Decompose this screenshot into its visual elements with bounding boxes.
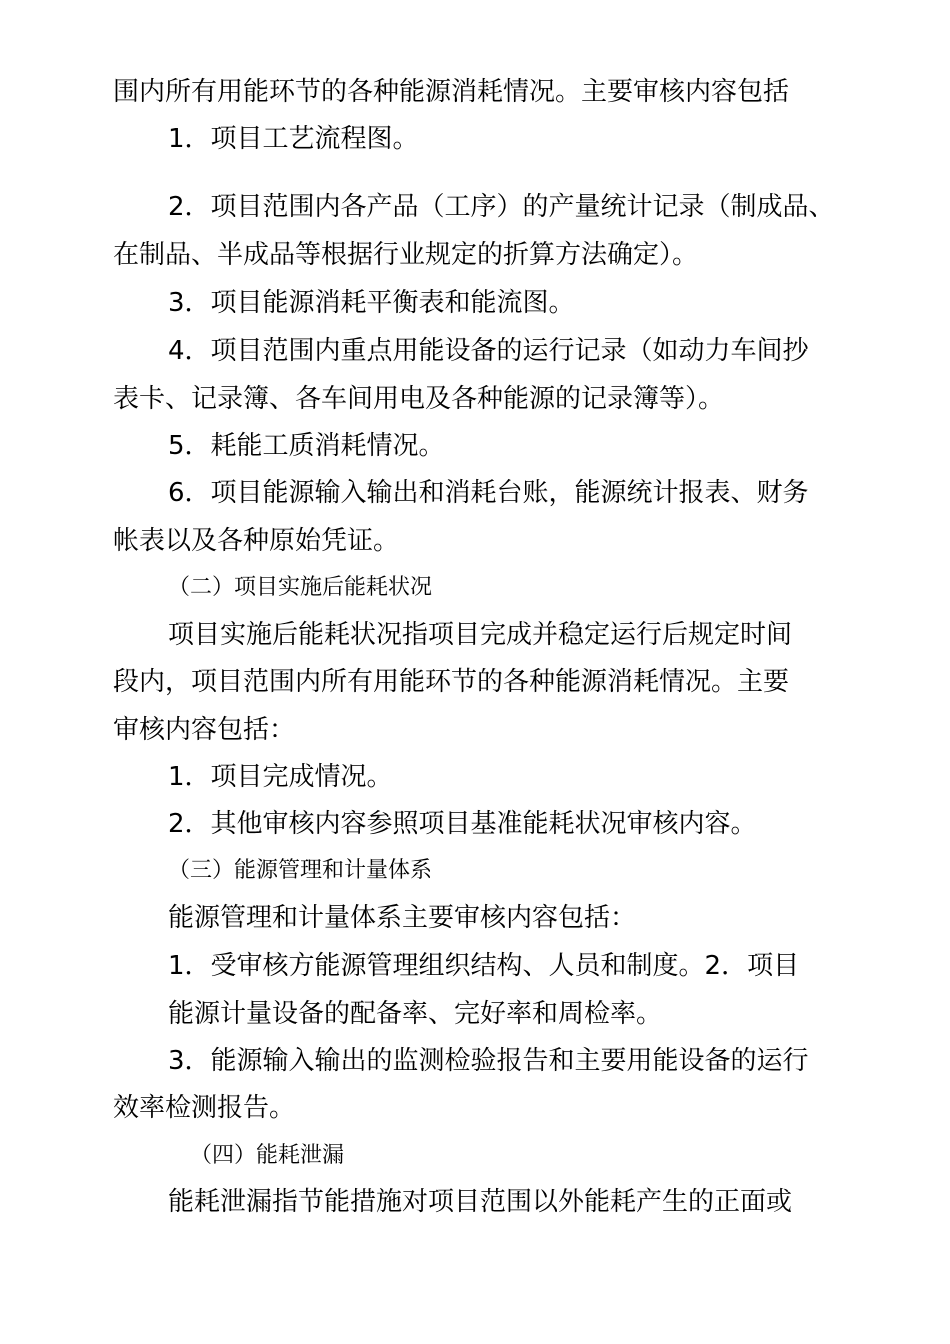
text-line: 能源计量设备的配备率、完好率和周检率。 — [168, 999, 663, 1029]
list-item: 2．其他审核内容参照项目基准能耗状况审核内容。 — [168, 809, 757, 839]
paragraph-line: 能耗泄漏指节能措施对项目范围以外能耗产生的正面或 — [168, 1187, 793, 1217]
text-line: 表卡、记录簿、各车间用电及各种能源的记录簿等）。 — [113, 384, 725, 414]
paragraph-line: 项目实施后能耗状况指项目完成并稳定运行后规定时间 — [168, 620, 793, 650]
list-item: 1．受审核方能源管理组织结构、人员和制度。2．项目 — [168, 951, 800, 981]
text-line: 审核内容包括： — [113, 715, 296, 745]
section-heading: （四）能耗泄漏 — [190, 1143, 345, 1168]
list-item: 2．项目范围内各产品（工序）的产量统计记录（制成品、 — [168, 192, 835, 222]
text-line: 段内，项目范围内所有用能环节的各种能源消耗情况。主要 — [113, 667, 790, 697]
text-line: 围内所有用能环节的各种能源消耗情况。主要审核内容包括 — [113, 77, 790, 107]
paragraph-line: 能源管理和计量体系主要审核内容包括： — [168, 903, 637, 933]
list-item: 1．项目工艺流程图。 — [168, 124, 419, 154]
list-item: 1．项目完成情况。 — [168, 762, 393, 792]
list-item: 6．项目能源输入输出和消耗台账，能源统计报表、财务 — [168, 478, 809, 508]
section-heading: （二）项目实施后能耗状况 — [168, 575, 433, 600]
list-item: 5．耗能工质消耗情况。 — [168, 431, 445, 461]
list-item: 3．能源输入输出的监测检验报告和主要用能设备的运行 — [168, 1046, 809, 1076]
text-line: 在制品、半成品等根据行业规定的折算方法确定）。 — [113, 240, 699, 270]
list-item: 3．项目能源消耗平衡表和能流图。 — [168, 288, 575, 318]
text-line: 效率检测报告。 — [113, 1093, 296, 1123]
section-heading: （三）能源管理和计量体系 — [168, 858, 433, 883]
list-item: 4．项目范围内重点用能设备的运行记录（如动力车间抄 — [168, 336, 809, 366]
text-line: 帐表以及各种原始凭证。 — [113, 526, 400, 556]
